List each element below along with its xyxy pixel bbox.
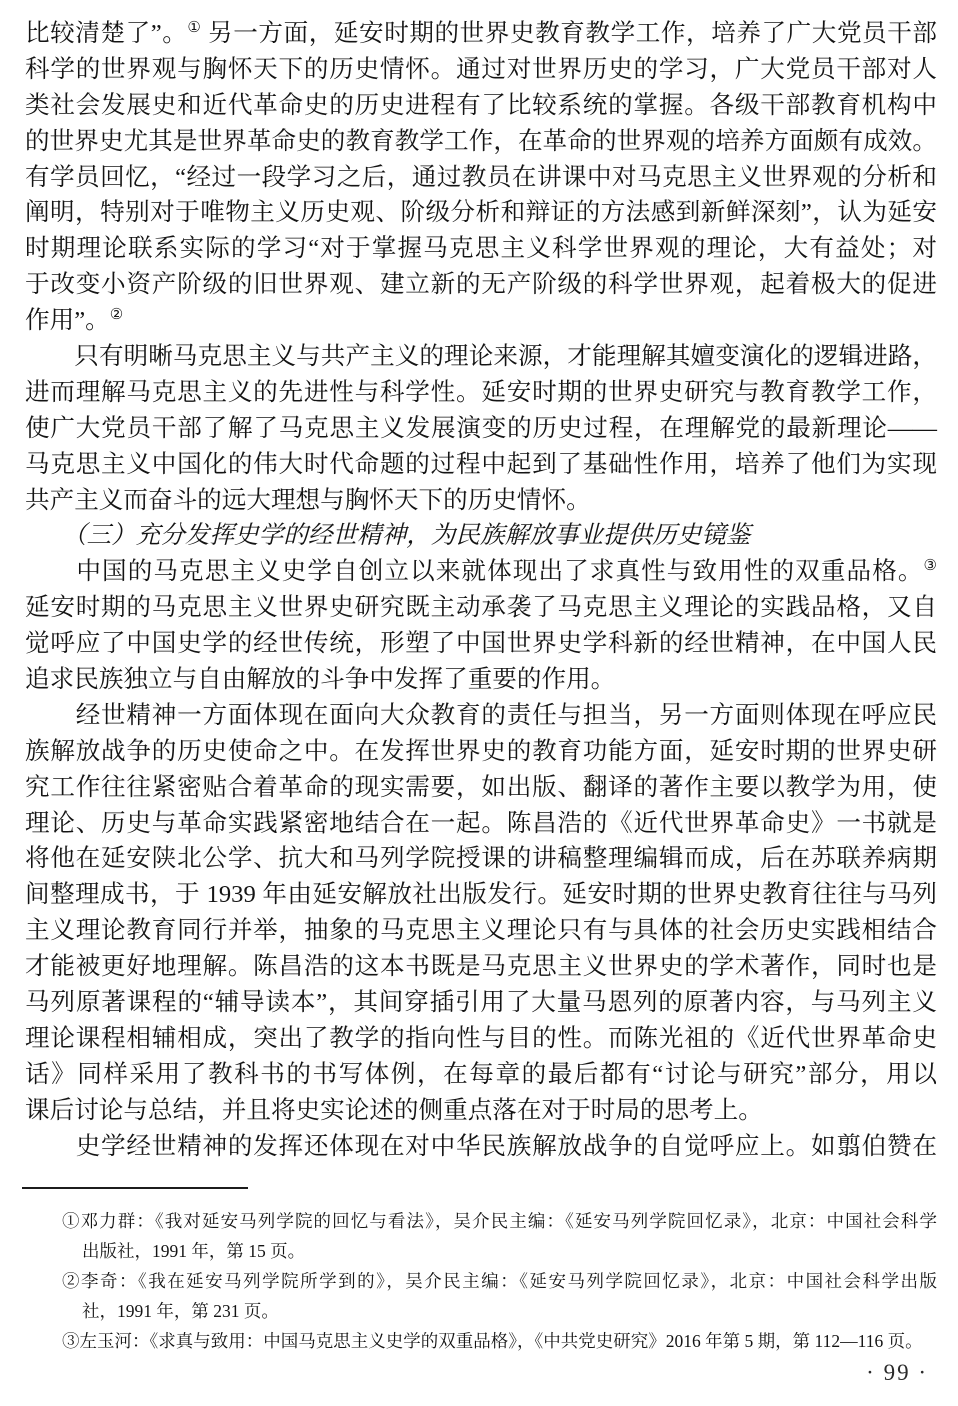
page-number: · 99 · — [866, 1360, 928, 1385]
text-line: 追求民族独立与自由解放的斗争中发挥了重要的作用。 — [25, 666, 616, 694]
footnote-separator — [22, 1187, 248, 1189]
text-line: 觉呼应了中国史学的经世传统，形塑了中国世界史学科新的经世精神，在中国人民 — [25, 630, 937, 658]
paragraph — [25, 16, 937, 339]
text-line: 马列原著课程的“辅导读本”，其间穿插引用了大量马恩列的原著内容，与马列主义 — [25, 989, 937, 1017]
text-line: 将他在延安陕北公学、抗大和马列学院授课的讲稿整理编辑而成，后在苏联养病期 — [25, 845, 937, 873]
footnote-line: ②李奇：《我在延安马列学院所学到的》，吴介民主编：《延安马列学院回忆录》，北京：中国社会科学出版 — [62, 1271, 938, 1291]
text-line: 比较清楚了”。① 另一方面，延安时期的世界史教育教学工作，培养了广大党员干部 — [25, 20, 938, 47]
text-line: 使广大党员干部了解了马克思主义发展演变的历史过程，在理解党的最新理论—— — [25, 414, 937, 442]
text-line: 才能被更好地理解。陈昌浩的这本书既是马克思主义世界史的学术著作，同时也是 — [25, 953, 937, 981]
text-line: 究工作往往紧密贴合着革命的现实需要，如出版、翻译的著作主要以教学为用，使 — [25, 773, 937, 801]
section-heading — [25, 518, 937, 554]
paragraph — [25, 1129, 937, 1165]
text-line: 族解放战争的历史使命之中。在发挥世界史的教育功能方面，延安时期的世界史研 — [25, 737, 937, 765]
text-line: 类社会发展史和近代革命史的历史进程有了比较系统的掌握。各级干部教育机构中 — [25, 91, 937, 119]
text-line: 延安时期的马克思主义世界史研究既主动承袭了马克思主义理论的实践品格，又自 — [25, 594, 937, 622]
text-line: 史学经世精神的发挥还体现在对中华民族解放战争的自觉呼应上。如翦伯赞在 — [25, 1132, 937, 1160]
article-body — [25, 16, 937, 1165]
text-line: 主义理论教育同行并举，抽象的马克思主义理论只有与具体的社会历史实践相结合 — [25, 917, 937, 945]
footnotes-section — [62, 1206, 937, 1356]
text-line: 理论、历史与革命实践紧密地结合在一起。陈昌浩的《近代世界革命史》一书就是 — [25, 809, 937, 837]
footnote-ref: ① — [187, 20, 202, 36]
paragraph — [25, 554, 937, 698]
footnote-item — [62, 1266, 937, 1326]
text-line: 作用”。② — [25, 307, 124, 335]
text-line: 经世精神一方面体现在面向大众教育的责任与担当，另一方面则体现在呼应民 — [25, 701, 937, 729]
text-line: 马克思主义中国化的伟大时代命题的过程中起到了基础性作用，培养了他们为实现 — [25, 450, 937, 478]
footnote-line: ③左玉河：《求真与致用：中国马克思主义史学的双重品格》，《中共党史研究》2016 年第 5 期，第 112—116 页。 — [62, 1331, 923, 1351]
footnote-line: 出版社，1991 年，第 15 页。 — [82, 1241, 306, 1261]
paragraph — [25, 698, 937, 1129]
text-line: 间整理成书，于 1939 年由延安解放社出版发行。延安时期的世界史教育往往与马列 — [25, 881, 937, 909]
text-line: 时期理论联系实际的学习“对于掌握马克思主义科学世界观的理论，大有益处；对 — [25, 235, 937, 263]
text-line: 只有明晰马克思主义与共产主义的理论来源，才能理解其嬗变演化的逻辑进路， — [25, 343, 937, 371]
text-line: 阐明，特别对于唯物主义历史观、阶级分析和辩证的方法感到新鲜深刻”，认为延安 — [25, 199, 937, 227]
footnote-item — [62, 1206, 937, 1266]
footnote-ref: ③ — [923, 558, 937, 575]
text-line: 理论课程相辅相成，突出了教学的指向性与目的性。而陈光祖的《近代世界革命史 — [25, 1024, 937, 1052]
text-line: 共产主义而奋斗的远大理想与胸怀天下的历史情怀。 — [25, 486, 591, 514]
text-line: 进而理解马克思主义的先进性与科学性。延安时期的世界史研究与教育教学工作， — [25, 378, 937, 406]
text-line: 课后讨论与总结，并且将史实论述的侧重点落在对于时局的思考上。 — [25, 1096, 763, 1124]
text-line: 话》同样采用了教科书的书写体例，在每章的最后都有“讨论与研究”部分，用以 — [25, 1060, 937, 1088]
paragraph — [25, 339, 937, 518]
text-line: 的世界史尤其是世界革命史的教育教学工作，在革命的世界观的培养方面颇有成效。 — [25, 127, 937, 155]
text-line: 于改变小资产阶级的旧世界观、建立新的无产阶级的科学世界观，起着极大的促进 — [25, 271, 937, 299]
footnote-line: 社，1991 年，第 231 页。 — [82, 1301, 279, 1321]
heading-line: （三）充分发挥史学的经世精神，为民族解放事业提供历史镜鉴 — [25, 522, 751, 550]
text-line: 中国的马克思主义史学自创立以来就体现出了求真性与致用性的双重品格。③ — [25, 558, 937, 586]
text-line: 科学的世界观与胸怀天下的历史情怀。通过对世界历史的学习，广大党员干部对人 — [25, 55, 937, 83]
footnote-item — [62, 1326, 937, 1356]
footnote-ref: ② — [109, 307, 124, 324]
text-line: 有学员回忆，“经过一段学习之后，通过教员在讲课中对马克思主义世界观的分析和 — [25, 163, 937, 191]
footnote-line: ①邓力群：《我对延安马列学院的回忆与看法》，吴介民主编：《延安马列学院回忆录》，北京：中国社会科学 — [62, 1211, 937, 1231]
